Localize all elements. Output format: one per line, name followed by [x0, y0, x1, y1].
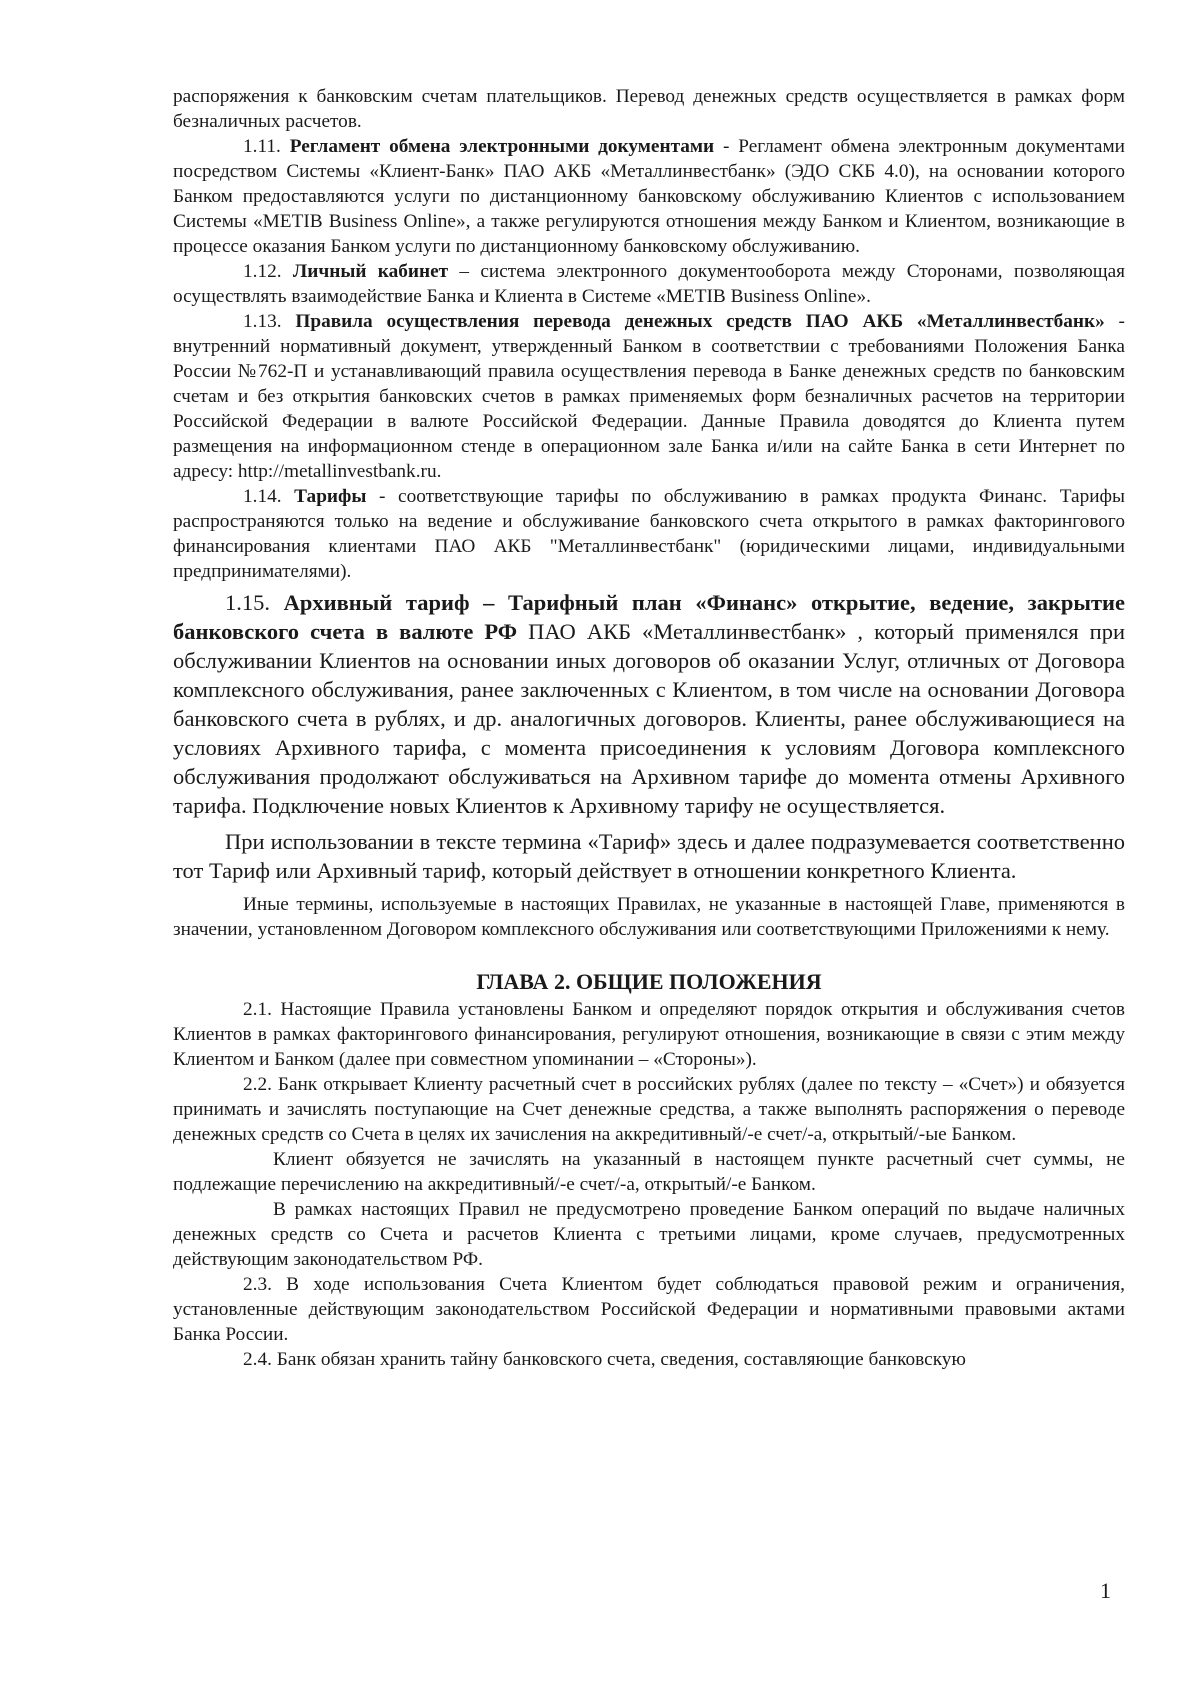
paragraph-1-11: [173, 134, 1125, 259]
term-title: Регламент обмена электронными документами: [289, 136, 715, 157]
paragraph-2-4: 2.4. Банк обязан хранить тайну банковского счета, сведения, составляющие банковскую: [243, 1349, 966, 1370]
paragraph-continuation: распоряжения к банковским счетам плательщиков. Перевод денежных средств осуществляется в рамках форм безналичных расчетов.: [173, 86, 1125, 132]
term-title: Архивный тариф – Тарифный план «Финанс» открытие, ведение, закрытие банковского счета в валюте РФ: [173, 590, 1126, 644]
paragraph-1-13: [173, 309, 1125, 484]
paragraph-1-14: [173, 484, 1125, 584]
paragraph-2-1: 2.1. Настоящие Правила установлены Банком и определяют порядок открытия и обслуживания счетов Клиентов в рамках факторингового финансирования, регулируют отношения, возникающие в связи с этим между Клиентом и Банком (далее при совместном упоминании – «Стороны»).: [173, 999, 1125, 1070]
clause-number: 1.14.: [243, 486, 295, 507]
paragraph-1-15: [173, 588, 1125, 820]
term-definition: - Регламент обмена электронным документами посредством Системы «Клиент-Банк» ПАО АКБ «Металлинвестбанк» (ЭДО СКБ 4.0), на основании которого Банком предоставляются услуги по дистанционному банковскому обслуживанию Клиентов с использованием Системы «METIB Business Online», а также регулируются отношения между Банком и Клиентом, возникающие в процессе оказания Банком услуги по дистанционному банковскому обслуживанию.: [173, 136, 1125, 257]
chapter-title: ГЛАВА 2. ОБЩИЕ ПОЛОЖЕНИЯ: [476, 969, 822, 994]
term-title: Личный кабинет: [292, 261, 449, 282]
paragraph-2-2: 2.2. Банк открывает Клиенту расчетный счет в российских рублях (далее по тексту – «Счет») и обязуется принимать и зачислять поступающие на Счет денежные средства, а также выполнять распоряжения о переводе денежных средств со Счета в целях их зачисления на аккредитивный/-е счет/-а, открытый/-ые Банком.: [173, 1074, 1125, 1145]
paragraph-2-2-cash-operations: В рамках настоящих Правил не предусмотрено проведение Банком операций по выдаче наличных денежных средств со Счета и расчетов Клиента с третьими лицами, кроме случаев, предусмотренных действующим законодательством РФ.: [173, 1199, 1125, 1270]
page-number: 1: [1100, 1578, 1111, 1603]
paragraph-other-terms: Иные термины, используемые в настоящих Правилах, не указанные в настоящей Главе, применяются в значении, установленном Договором комплексного обслуживания или соответствующими Приложениями к нему.: [173, 894, 1125, 940]
term-definition: - внутренний нормативный документ, утвержденный Банком в соответствии с требованиями Положения Банка России №762-П и устанавливающий правила осуществления перевода в Банке денежных средств по банковским счетам и без открытия банковских счетов в рамках применяемых форм безналичных расчетов на территории Российской Федерации в валюте Российской Федерации. Данные Правила доводятся до Клиента путем размещения на информационном стенде в операционном зале Банка и/или на сайте Банка в сети Интернет по адресу: http://metallinvestbank.ru.: [173, 311, 1125, 482]
term-definition: – система электронного документооборота между Сторонами, позволяющая осуществлять взаимодействие Банка и Клиента в Системе «METIB Business Online».: [173, 261, 1126, 307]
term-definition: - соответствующие тарифы по обслуживанию в рамках продукта Финанс. Тарифы распространяются только на ведение и обслуживание банковского счета открытого в рамках факторингового финансирования клиентами ПАО АКБ "Металлинвестбанк" (юридическими лицами, индивидуальными предпринимателями).: [173, 486, 1125, 582]
paragraph-1-12: [173, 259, 1125, 309]
paragraph-2-2-client-obligation: Клиент обязуется не зачислять на указанный в настоящем пункте расчетный счет суммы, не подлежащие перечислению на аккредитивный/-е счет/-а, открытый/-е Банком.: [173, 1149, 1125, 1195]
paragraph-tariff-usage: При использовании в тексте термина «Тариф» здесь и далее подразумевается соответственно тот Тариф или Архивный тариф, который действует в отношении конкретного Клиента.: [173, 829, 1125, 883]
term-definition: ПАО АКБ «Металлинвестбанк» , который применялся при обслуживании Клиентов на основании иных договоров об оказании Услуг, отличных от Договора комплексного обслуживания, ранее заключенных с Клиентом, в том числе на основании Договора банковского счета в рублях, и др. аналогичных договоров. Клиенты, ранее обслуживающиеся на условиях Архивного тарифа, с момента присоединения к условиям Договора комплексного обслуживания продолжают обслуживаться на Архивном тарифе до момента отмены Архивного тарифа. Подключение новых Клиентов к Архивному тарифу не осуществляется.: [173, 619, 1125, 818]
term-title: Тарифы: [294, 486, 367, 507]
clause-number: 1.15.: [225, 590, 284, 615]
clause-number: 1.11.: [243, 136, 290, 157]
clause-number: 1.12.: [243, 261, 293, 282]
clause-number: 1.13.: [243, 311, 296, 332]
page-content: [173, 84, 1125, 1372]
paragraph-2-3: 2.3. В ходе использования Счета Клиентом будет соблюдаться правовой режим и ограничения, установленные действующим законодательством Российской Федерации и нормативными правовыми актами Банка России.: [173, 1274, 1125, 1345]
term-title: Правила осуществления перевода денежных средств ПАО АКБ «Металлинвестбанк»: [295, 311, 1105, 332]
